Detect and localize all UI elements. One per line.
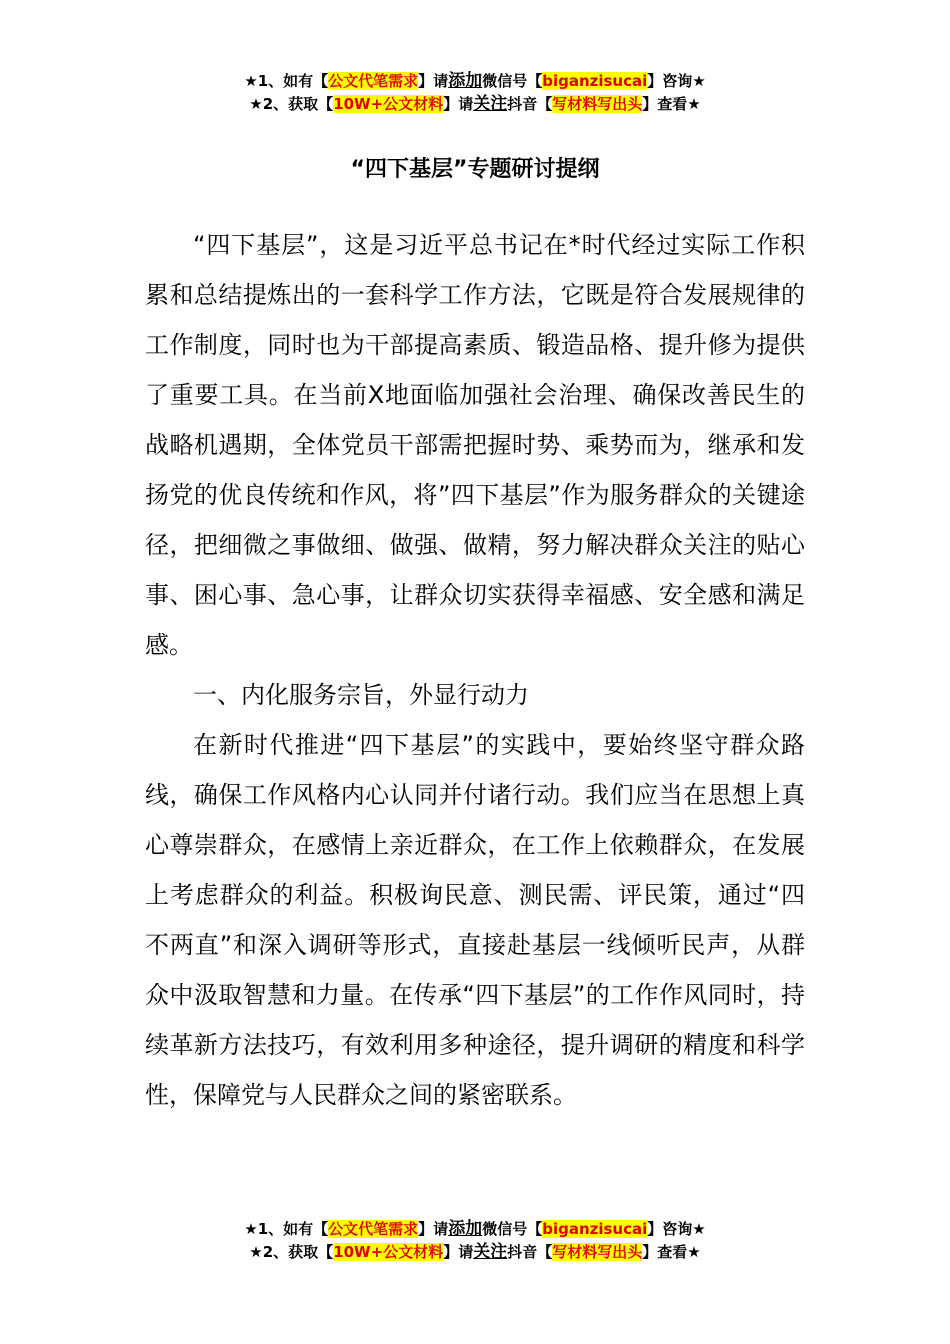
promo-text: 】请 — [418, 1220, 449, 1238]
promo-banner-top — [0, 70, 950, 116]
paragraph-section-1: 在新时代推进“四下基层”的实践中，要始终坚守群众路线，确保工作风格内心认同并付诸行动。我们应当在思想上真心尊崇群众，在感情上亲近群众，在工作上依赖群众，在发展上考虑群众的利益。积极询民意、测民需、评民策，通过“四不两直”和深入调研等形式，直接赴基层一线倾听民声，从群众中汲取智慧和力量。在传承“四下基层”的工作作风同时，持续革新方法技巧，有效利用多种途径，提升调研的精度和科学性，保障党与人民群众之间的紧密联系。 — [145, 731, 805, 1109]
promo-text: 】咨询★ — [647, 72, 706, 90]
promo-text: 抖音【 — [507, 95, 553, 113]
promo-line-1 — [0, 1218, 950, 1241]
highlight-materials: 10W+公文材料 — [333, 95, 444, 113]
emphasis-text: 添加 — [448, 1219, 483, 1239]
promo-text: 微信号【 — [482, 1220, 543, 1238]
promo-text: 】咨询★ — [647, 1220, 706, 1238]
promo-line-2 — [0, 1241, 950, 1264]
document-body — [145, 220, 805, 1120]
paragraph-intro: “四下基层”，这是习近平总书记在*时代经过实际工作积累和总结提炼出的一套科学工作方法，它既是符合发展规律的工作制度，同时也为干部提高素质、锻造品格、提升修为提供了重要工具。在当前X地面临加强社会治理、确保改善民生的战略机遇期，全体党员干部需把握时势、乘势而为，继承和发扬党的优良传统和作风，将”四下基层”作为服务群众的关键途径，把细微之事做细、做强、做精，努力解决群众关注的贴心事、困心事、急心事，让群众切实获得幸福感、安全感和满足感。 — [145, 231, 805, 659]
promo-text: 】查看★ — [642, 95, 701, 113]
highlight-account: 写材料写出头 — [552, 1243, 643, 1261]
highlight-wechat-id: biganzisucai — [542, 72, 648, 90]
section-heading: 一、内化服务宗旨，外显行动力 — [193, 681, 529, 709]
emphasis-text: 添加 — [448, 71, 483, 91]
promo-line-2 — [0, 93, 950, 116]
promo-banner-bottom — [0, 1218, 950, 1264]
highlight-wechat-id: biganzisucai — [542, 1220, 648, 1238]
emphasis-text: 关注 — [473, 94, 508, 114]
promo-text: 】请 — [418, 72, 449, 90]
promo-text: ★1、如有【 — [244, 1220, 329, 1238]
promo-text: 微信号【 — [482, 72, 543, 90]
highlight-account: 写材料写出头 — [552, 95, 643, 113]
promo-text: 】查看★ — [642, 1243, 701, 1261]
promo-text: ★2、获取【 — [249, 95, 334, 113]
promo-text: 抖音【 — [507, 1243, 553, 1261]
highlight-service: 公文代笔需求 — [328, 1220, 419, 1238]
emphasis-text: 关注 — [473, 1242, 508, 1262]
promo-text: 】请 — [443, 95, 474, 113]
promo-text: ★1、如有【 — [244, 72, 329, 90]
promo-line-1 — [0, 70, 950, 93]
promo-text: 】请 — [443, 1243, 474, 1261]
highlight-materials: 10W+公文材料 — [333, 1243, 444, 1261]
promo-text: ★2、获取【 — [249, 1243, 334, 1261]
highlight-service: 公文代笔需求 — [328, 72, 419, 90]
document-title: “四下基层”专题研讨提纲 — [350, 157, 600, 182]
